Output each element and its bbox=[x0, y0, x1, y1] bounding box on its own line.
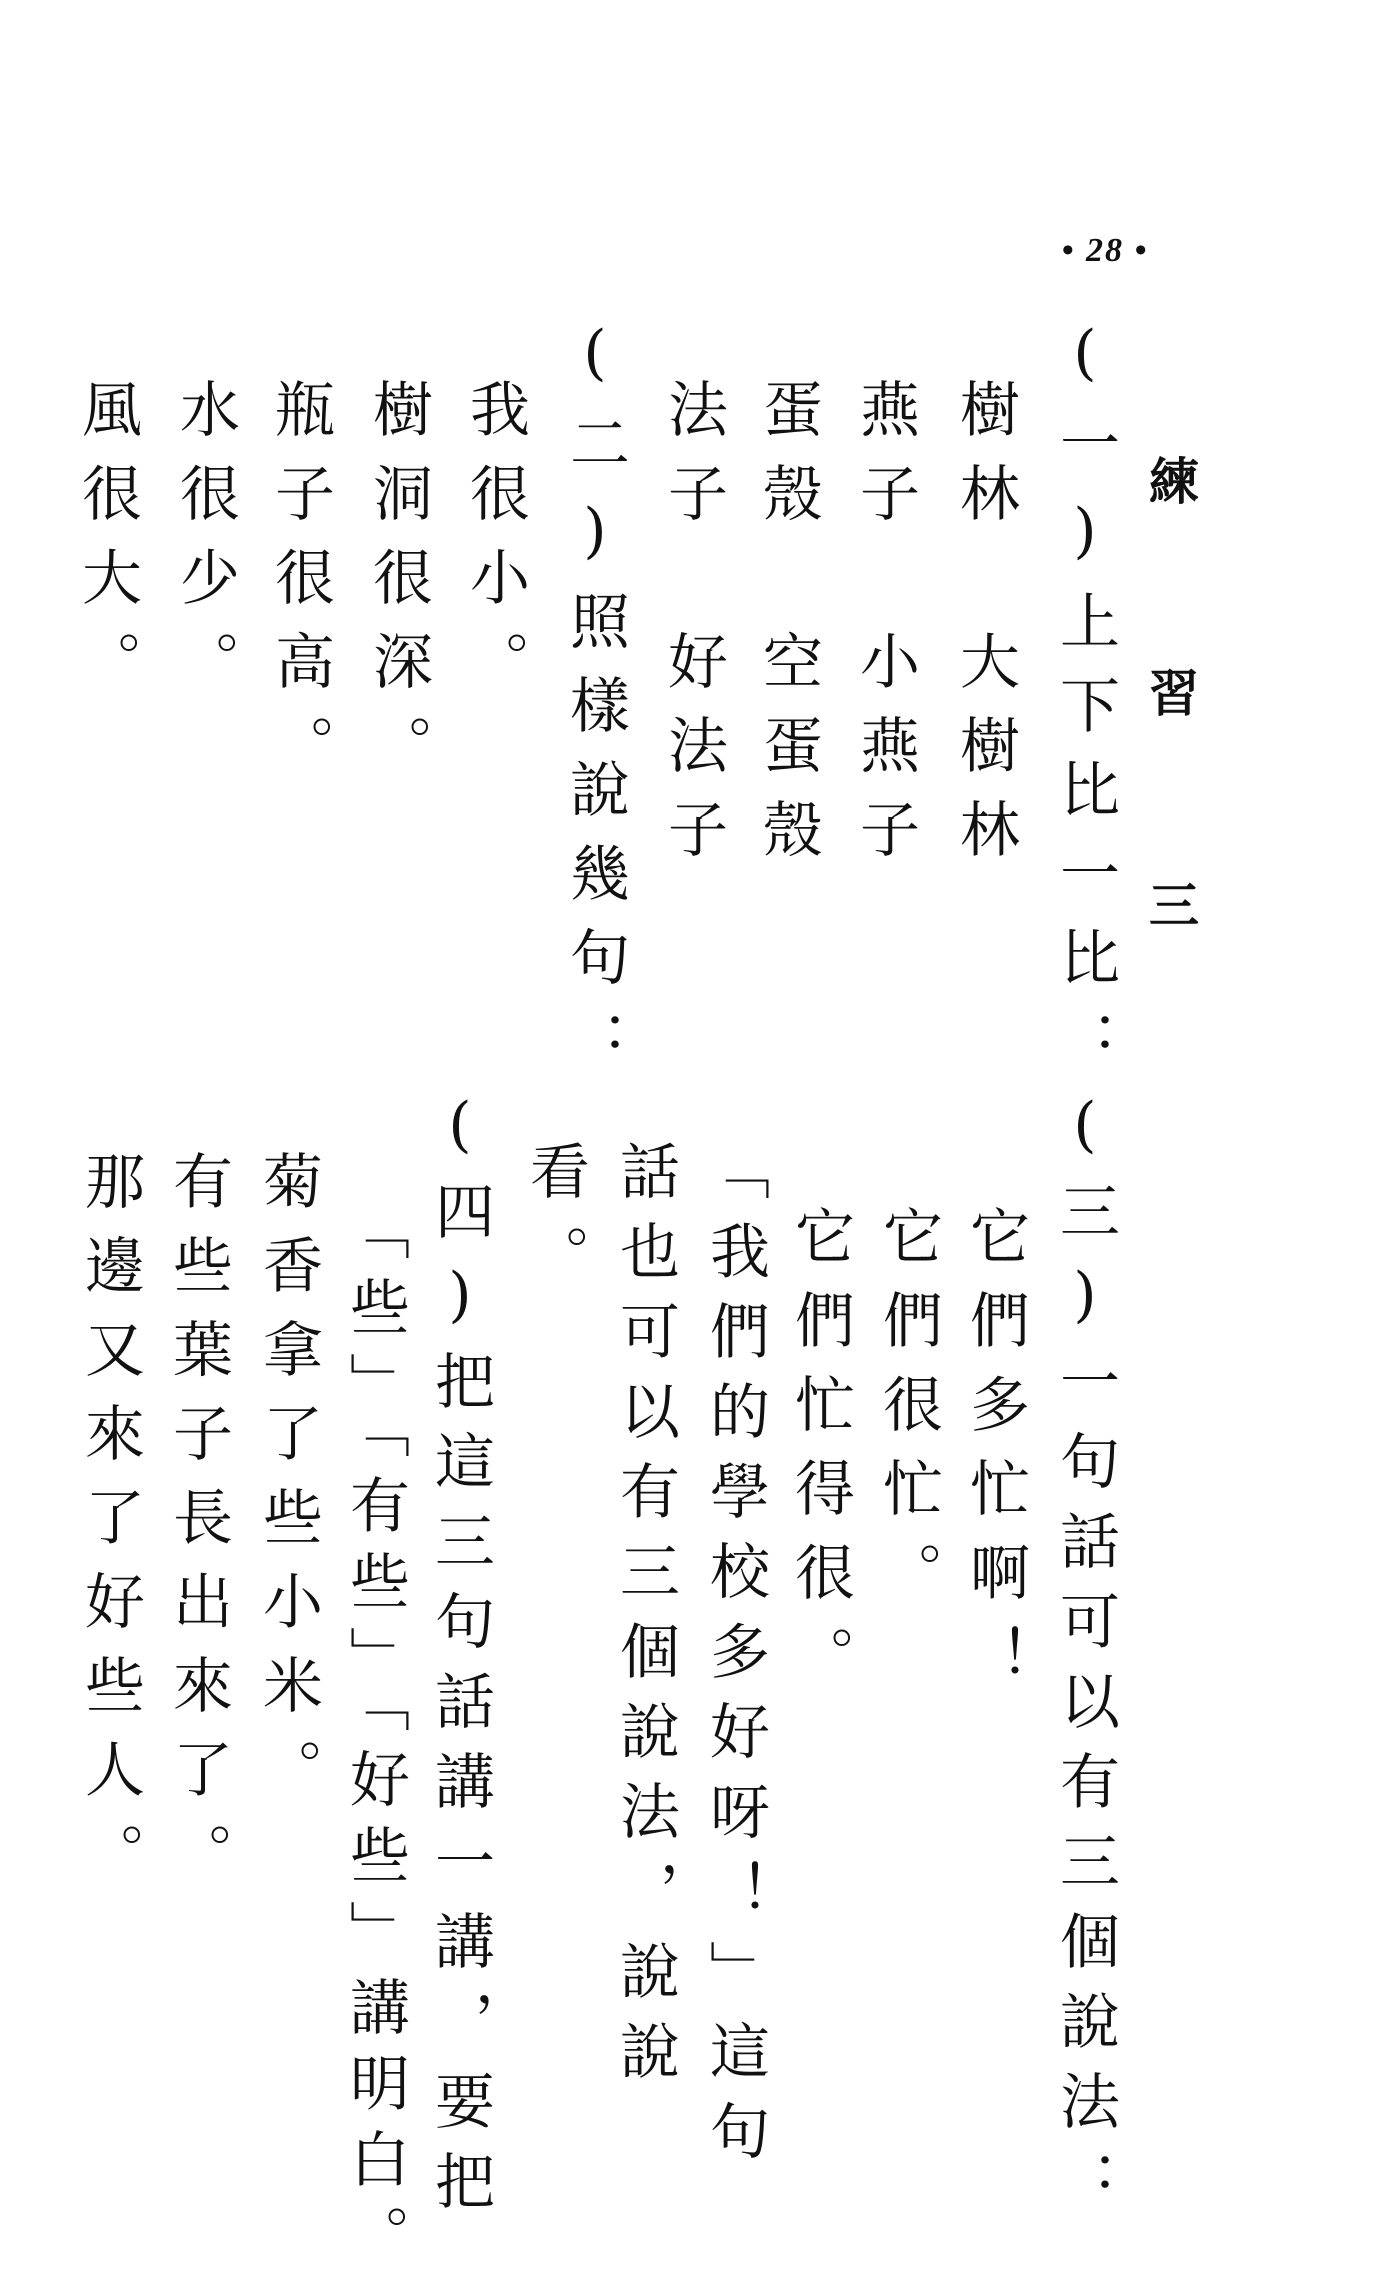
instruction-text: 話也可以有三個說法，說說 bbox=[610, 1140, 680, 2100]
example-sentence: 我很小。 bbox=[460, 378, 530, 714]
example-sentence: 樹洞很深。 bbox=[363, 378, 433, 798]
example-sentence: 有些葉子長出來了。 bbox=[163, 1150, 233, 1906]
example-sentence: 那邊又來了好些人。 bbox=[75, 1150, 145, 1906]
section-3-heading: (三)一句話可以有三個說法： bbox=[1050, 1090, 1120, 2230]
example-sentence: 它們忙得很。 bbox=[785, 1205, 855, 1709]
example-sentence: 風很大。 bbox=[72, 378, 142, 714]
example-sentence: 它們多忙啊！ bbox=[960, 1205, 1030, 1709]
example-sentence: 它們很忙。 bbox=[873, 1205, 943, 1625]
section-2-heading: (二)照樣說幾句： bbox=[560, 318, 630, 1094]
instruction-text: 看。 bbox=[520, 1140, 590, 1308]
example-sentence: 菊香拿了些小米。 bbox=[253, 1150, 323, 1822]
word-pair-row: 蛋殼 空蛋殼 bbox=[753, 378, 823, 882]
page-number: • 28 • bbox=[1061, 232, 1149, 269]
section-1-heading: (一)上下比一比： bbox=[1050, 318, 1120, 1094]
exercise-title: 練 習 三 bbox=[1141, 455, 1199, 981]
word-pair-row: 法子 好法子 bbox=[658, 378, 728, 882]
word-pair-row: 燕子 小燕子 bbox=[850, 378, 920, 882]
example-sentence: 水很少。 bbox=[170, 378, 240, 714]
instruction-text: 「我們的學校多好呀！」這句 bbox=[700, 1140, 770, 2180]
example-sentence: 瓶子很高。 bbox=[265, 378, 335, 798]
section-4-heading: (四)把這三句話講一講，要把 bbox=[425, 1090, 495, 2230]
word-pair-row: 樹林 大樹林 bbox=[950, 378, 1020, 882]
instruction-text: 「些」「有些」「好些」講明白。 bbox=[340, 1200, 410, 2280]
